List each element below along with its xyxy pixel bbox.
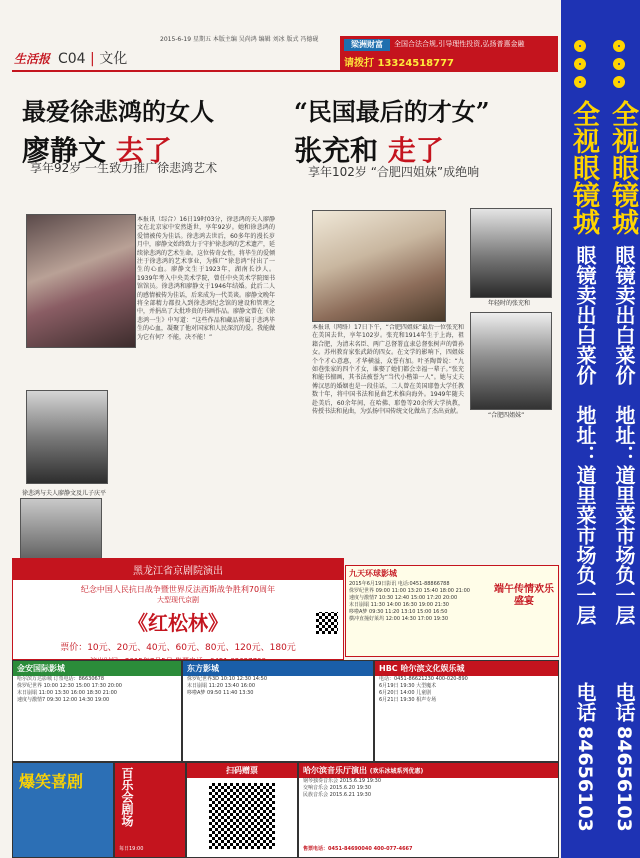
cinema2-line: 末日崩塌 11:20 13:40 16:00 bbox=[187, 683, 255, 689]
story2-subtitle: 享年102岁 “合肥四姐妹”成绝响 bbox=[308, 165, 480, 179]
cinema-schedule-banner: 端午传情欢乐盛宴 bbox=[494, 584, 554, 607]
concert-line: 民族音乐会 2015.6.21 19:30 bbox=[303, 792, 372, 798]
cinema2-ad[interactable] bbox=[182, 660, 374, 762]
hbc-line: 6月21日 19:30 相声专场 bbox=[379, 697, 437, 703]
story2-title-line2: 张充和 走了 bbox=[294, 134, 444, 167]
hbc-ad[interactable] bbox=[374, 660, 559, 762]
sidebar-sub-right: 眼镜卖出白菜价 bbox=[612, 245, 636, 385]
story2-title-line1: “民国最后的才女” bbox=[294, 97, 490, 126]
sidebar-tel-label-right: 电话 bbox=[612, 682, 636, 722]
sidebar-tel-label-left: 电话 bbox=[573, 682, 597, 722]
laugh-title: 爆笑喜剧 bbox=[19, 772, 84, 791]
story1-family-photo bbox=[26, 390, 108, 484]
hbc-title: HBC 哈尔滨文化娱乐城 bbox=[375, 661, 558, 676]
schedule-row: 哆啦A梦 09:30 11:20 13:10 15:00 16:50 bbox=[349, 609, 448, 615]
hbc-line: 6月20日 14:00 儿童剧 bbox=[379, 690, 432, 696]
top-ad-line1: 全国合法合规,引导理性投资,弘扬普惠金融 bbox=[394, 40, 525, 48]
concert-line: 交响音乐会 2015.6.20 19:30 bbox=[303, 785, 372, 791]
concert-tel: 售票电话：0451-84690040 400-077-4667 bbox=[303, 846, 413, 852]
story2-young-photo bbox=[470, 208, 552, 298]
sidebar-sub-left: 眼镜卖出白菜价 bbox=[573, 245, 597, 385]
story2-body-col2 bbox=[426, 420, 554, 540]
story1-portrait-photo bbox=[26, 214, 136, 348]
cinema1-ad[interactable] bbox=[12, 660, 182, 762]
theater-title: 《红松林》 bbox=[128, 611, 228, 635]
page-number: C04 bbox=[58, 51, 86, 67]
page-header bbox=[0, 0, 560, 72]
qr-giveaway-ad[interactable] bbox=[186, 762, 298, 858]
cinema1-title: 金安国际影城 bbox=[13, 661, 181, 676]
story1-headline[interactable] bbox=[22, 92, 282, 169]
cinema1-line: 末日崩塌 11:00 13:30 16:00 18:30 21:00 bbox=[17, 690, 117, 696]
story1-title-line1: 最爱徐悲鸿的女人 bbox=[22, 97, 214, 126]
story1-title-line2: 廖静文 去了 bbox=[22, 134, 172, 167]
concert-line: 钢琴独奏音乐会 2015.6.19 19:30 bbox=[303, 778, 382, 784]
theater-line4: 大型现代京剧 bbox=[157, 596, 199, 604]
cinema-schedule-ad[interactable] bbox=[345, 565, 559, 657]
sidebar-phone-right: 84656103 bbox=[613, 726, 635, 832]
cinema1-line: 哈尔滨万达影城 订票电话：86630678 bbox=[17, 676, 105, 682]
story2-headline[interactable] bbox=[294, 92, 554, 169]
schedule-row: 末日崩塌 11:30 14:00 16:30 19:00 21:30 bbox=[349, 602, 449, 608]
story1-caption1: 徐悲鸿与夫人廖静文及儿子庆平 bbox=[22, 490, 107, 497]
page-code: C04 | 文化 bbox=[58, 51, 128, 67]
schedule-row: 侏罗纪世界 09:00 11:00 13:20 15:40 18:00 21:00 bbox=[349, 588, 470, 594]
concert-title: 哈尔滨音乐厅演出 (欢乐冰城系列优惠) bbox=[299, 763, 558, 778]
concert-hall-ad[interactable] bbox=[298, 762, 559, 858]
theater-head: 黑龙江省京剧院演出 bbox=[13, 559, 343, 580]
baixin-ad[interactable] bbox=[114, 762, 186, 858]
section-name: 文化 bbox=[99, 51, 128, 67]
sidebar-addr-left: 地址：道里菜市场负一层 bbox=[573, 405, 597, 625]
header-meta: 2015-6-19 星期五 本版主编 吴尚鸿 编辑 刘冰 版式 冯德砚 bbox=[160, 36, 319, 43]
newspaper-logo: 生活报 bbox=[14, 52, 51, 66]
cinema2-line: 侏罗纪世界3D 10:10 12:30 14:50 bbox=[187, 676, 268, 682]
cinema-schedule-head: 九天环球影城 bbox=[349, 569, 397, 578]
story1-body: 本报讯（综合）16日19时03分，徐悲鸿的夫人廖静文在北京家中安然逝世，享年92岁。她和徐悲鸿的爱情被传为佳话。徐悲鸿去世后，60多年的漫长岁月中，廖静文始终致力于守护徐悲鸿的艺术遗产，延续徐悲鸿的艺术生命。这位传奇女性，将毕生的爱倾注于徐悲鸿的艺术事业，为推广“徐悲鸿”付出了一生的心血。廖静文生于1923年，湖南长沙人。1939年考入中央美术学院，曾任中央美术学院图书馆馆员。徐悲鸿和廖静文于1946年结婚。此后二人的感情被传为佳话，后来成为一代美谈。廖静文晚年将全部精力都投入到徐悲鸿纪念馆的建设和管理之中，并捐出了大批珍贵的书画作品。廖静文曾在《徐悲鸿一生》中写道：“这些作品和藏品将属于悲鸿毕生的心血，凝聚了他对国家和人民深沉的爱。我能做为它有何？不能，决不能！” bbox=[137, 216, 275, 341]
story2-portrait-photo bbox=[312, 210, 446, 322]
hbc-line: 电话：0451-86621230 400-020-890 bbox=[379, 676, 468, 682]
schedule-row: 速度与激情7 10:30 12:40 15:00 17:20 20:00 bbox=[349, 595, 458, 601]
laugh-ad[interactable] bbox=[12, 762, 114, 858]
qr-giveaway-title: 扫码赠票 bbox=[187, 763, 297, 778]
cinema1-line: 速度与激情7 09:30 12:00 14:30 19:00 bbox=[17, 697, 110, 703]
story2-body-col1: 本报讯（网络）17日下午，“合肥四姐妹”最后一位张充和在美国去世，享年102岁。张充和1914年生于上海，祖籍合肥，为清末名臣、两广总督署直隶总督张树声的曾孙女。苏州教育家张武龄的四女。在文学的影响下，四姐妹个个才心意惠，才华横溢，众誉有加。叶圣陶曾说：“九如巷张家的四个才女，谁娶了她们都会幸福一辈子。”张充和能书擅画，其书法被誉为“当代小楷第一人”。她与丈夫傅汉思的婚姻也是一段佳话，二人曾在美国耶鲁大学任教数十年，将中国书法和昆曲艺术推向海外。1949年随夫赴美后，60余年间，在哈佛、耶鲁等20余所大学执教，传授书法和昆曲，为弘扬中国传统文化做出了杰出贡献。 bbox=[312, 324, 464, 416]
sidebar-addr-right: 地址：道里菜市场负一层 bbox=[612, 405, 636, 625]
cinema1-line: 侏罗纪世界 10:00 12:30 15:00 17:30 20:00 bbox=[17, 683, 122, 689]
top-ad[interactable] bbox=[340, 36, 558, 72]
sidebar-title-right: 全视眼镜城 bbox=[607, 100, 638, 235]
story2-caption1: 年轻时的张充和 bbox=[488, 300, 531, 307]
top-ad-phone: 请拨打 13324518777 bbox=[344, 58, 455, 69]
cinema2-title: 东方影城 bbox=[183, 661, 373, 676]
theater-qr-code[interactable] bbox=[316, 612, 338, 634]
theater-prices: 票价：10元、20元、40元、60元、80元、120元、180元 bbox=[60, 643, 296, 653]
story2-caption2: “合肥四姐妹” bbox=[488, 412, 525, 419]
schedule-row: 横冲直撞好莱坞 12:00 14:30 17:00 19:30 bbox=[349, 616, 448, 622]
cinema2-line: 哆啦A梦 09:50 11:40 13:30 bbox=[187, 690, 254, 696]
baixin-date: 每日19:00 bbox=[119, 846, 144, 852]
schedule-row: 2015年6月19日影讯 电话:0451-88866788 bbox=[349, 581, 450, 587]
theater-ad[interactable] bbox=[12, 558, 344, 660]
sidebar-ad[interactable] bbox=[561, 0, 640, 858]
qr-code-icon[interactable] bbox=[209, 783, 275, 849]
theater-line2: 纪念中国人民抗日战争暨世界反法西斯战争胜利70周年 bbox=[80, 585, 276, 594]
story1-subtitle: 享年92岁 一生致力推广徐悲鸿艺术 bbox=[30, 161, 218, 175]
baixin-title: 百乐会剧场 bbox=[120, 767, 134, 827]
sidebar-phone-left: 84656103 bbox=[574, 726, 596, 832]
story2-sisters-photo bbox=[470, 312, 552, 410]
sidebar-title-left: 全视眼镜城 bbox=[568, 100, 599, 235]
header-divider bbox=[12, 70, 557, 72]
hbc-line: 6月19日 19:30 大型魔术 bbox=[379, 683, 437, 689]
top-ad-brand: 梁洲财富 bbox=[344, 39, 390, 51]
